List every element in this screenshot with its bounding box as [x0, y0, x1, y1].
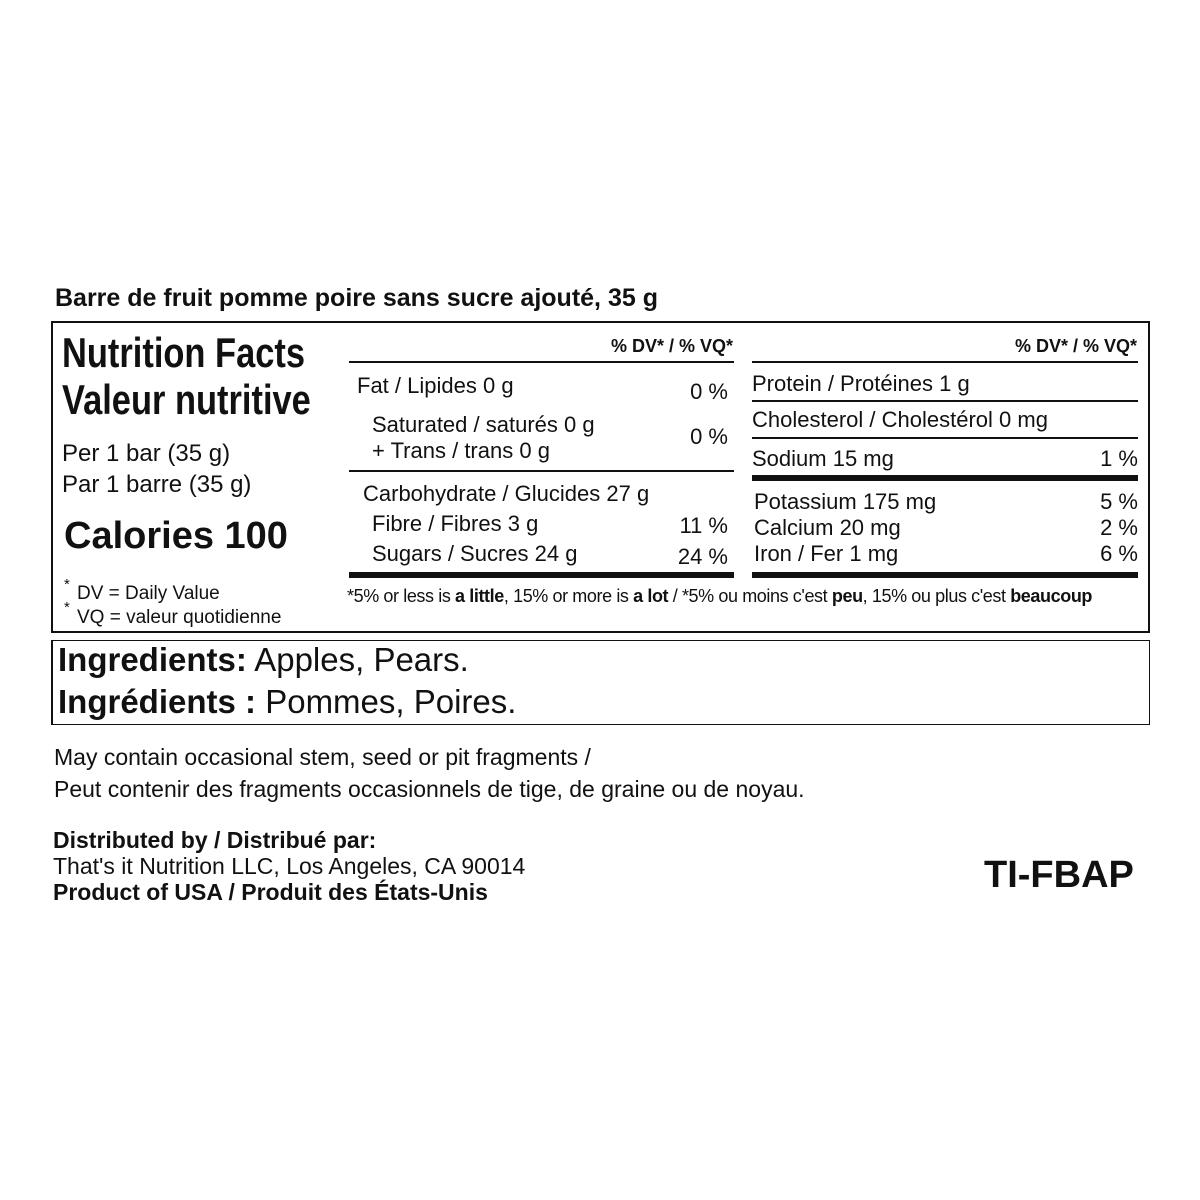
trans-value: 0 g [519, 438, 550, 463]
dv-note-text: , 15% or more is [503, 586, 634, 606]
fat-label: Fat / Lipides [357, 373, 477, 398]
rule-middle-carb [349, 470, 734, 472]
nutrition-facts-title-en: Nutrition Facts [62, 329, 306, 376]
calories-value: 100 [224, 515, 288, 557]
rule-right-cholesterol [752, 437, 1138, 439]
dv-note-text: *5% or less is [347, 586, 456, 606]
iron-row: Iron / Fer 1 mg [754, 541, 899, 566]
ingredients-text-fr: Pommes, Poires. [256, 683, 517, 720]
rule-right-top [752, 361, 1138, 363]
ingredients-text-en: Apples, Pears. [246, 641, 469, 678]
carbohydrate-label: Carbohydrate / Glucides [363, 481, 601, 506]
dv-header-middle: % DV* / % VQ* [610, 336, 733, 356]
footnote-asterisk: * [64, 576, 70, 593]
sodium-row [752, 446, 894, 472]
fat-dv: 0 % [690, 379, 728, 404]
sodium-dv: 1 % [1100, 446, 1138, 471]
dv-note-text: / *5% ou moins c'est [668, 586, 832, 606]
fat-row [357, 373, 514, 399]
cholesterol-value: 0 mg [999, 407, 1048, 432]
footnote-asterisk: * [64, 599, 70, 616]
distributor-label: Distributed by / Distribué par: [53, 827, 377, 853]
ingredients-fr [58, 683, 516, 721]
footnote-vq: VQ = valeur quotidienne [77, 607, 282, 628]
saturated-value: 0 g [564, 412, 595, 437]
carbohydrate-value: 27 g [606, 481, 650, 506]
rule-middle-top [349, 361, 734, 363]
serving-size-en: Per 1 bar (35 g) [62, 440, 231, 467]
distributor-company: That's it Nutrition LLC, Los Angeles, CA 90014 [53, 853, 526, 879]
fibre-row [372, 511, 538, 537]
protein-value: 1 g [939, 371, 970, 396]
sugars-dv: 24 % [677, 544, 728, 569]
dv-note-text: , 15% ou plus c'est [862, 586, 1011, 606]
potassium-row: Potassium 175 mg [754, 489, 937, 514]
cholesterol-label: Cholesterol / Cholestérol [752, 407, 993, 432]
product-name: Barre de fruit pomme poire sans sucre ajouté, 35 g [55, 284, 658, 312]
fibre-label: Fibre / Fibres [372, 511, 502, 536]
sodium-value: 15 mg [832, 446, 894, 471]
fibre-value: 3 g [507, 511, 539, 536]
carbohydrate-row [363, 481, 649, 507]
rule-middle-bottom [349, 572, 734, 578]
sugars-label: Sugars / Sucres [372, 541, 529, 566]
sat-trans-dv: 0 % [690, 424, 728, 449]
serving-size-fr: Par 1 barre (35 g) [62, 471, 252, 498]
saturated-row [372, 412, 595, 438]
warning-line-2: Peut contenir des fragments occasionnels de tige, de graine ou de noyau. [54, 776, 805, 802]
dv-note [347, 586, 1092, 607]
iron-dv: 6 % [1100, 541, 1138, 566]
dv-note-emphasis: a lot [633, 586, 669, 606]
nutrition-facts-title-fr: Valeur nutritive [62, 376, 311, 423]
saturated-label: Saturated / saturés [372, 412, 558, 437]
calories [64, 515, 288, 558]
sodium-label: Sodium [752, 446, 827, 471]
protein-row [752, 371, 970, 397]
fat-value: 0 g [482, 373, 514, 398]
product-code: TI-FBAP [984, 854, 1134, 896]
ingredients-box [51, 640, 1150, 725]
calcium-dv: 2 % [1100, 515, 1138, 540]
sugars-value: 24 g [534, 541, 578, 566]
dv-note-emphasis: beaucoup [1010, 586, 1093, 606]
ingredients-label-fr: Ingrédients : [58, 683, 257, 720]
trans-label: + Trans / trans [372, 438, 514, 463]
rule-right-bottom [752, 572, 1138, 578]
cholesterol-row [752, 407, 1048, 433]
protein-label: Protein / Protéines [752, 371, 933, 396]
potassium-dv: 5 % [1100, 489, 1138, 514]
warning-line-1: May contain occasional stem, seed or pit fragments / [54, 744, 591, 770]
trans-row [372, 438, 550, 464]
product-origin: Product of USA / Produit des États-Unis [53, 879, 488, 905]
calories-label: Calories [64, 515, 214, 557]
ingredients-label-en: Ingredients: [58, 641, 247, 678]
rule-right-sodium [752, 475, 1138, 481]
rule-right-protein [752, 400, 1138, 402]
sugars-row [372, 541, 577, 567]
dv-header-right: % DV* / % VQ* [1014, 336, 1137, 356]
dv-note-emphasis: peu [831, 586, 863, 606]
fibre-dv: 11 % [679, 513, 728, 538]
footnote-dv: DV = Daily Value [77, 583, 220, 604]
ingredients-en [58, 641, 469, 679]
nutrition-facts-table [51, 321, 1150, 633]
dv-note-emphasis: a little [455, 586, 504, 606]
calcium-row: Calcium 20 mg [754, 515, 901, 540]
